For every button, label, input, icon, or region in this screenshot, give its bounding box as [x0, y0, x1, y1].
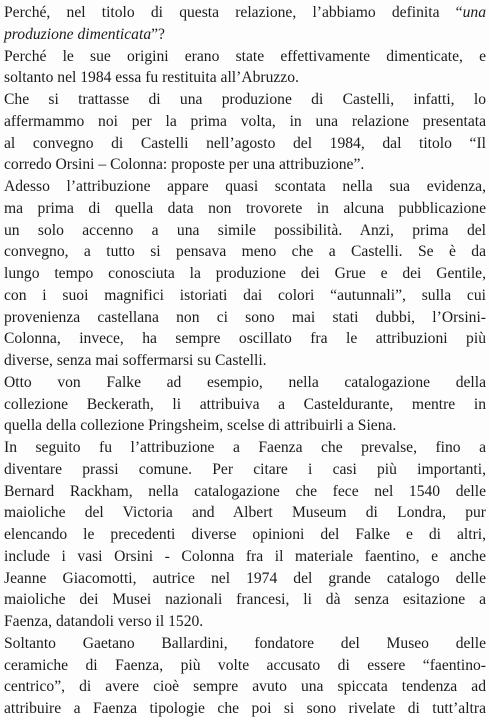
text-line [4, 241, 486, 263]
text-line [4, 676, 486, 698]
text-segment: diverse, senza mai soffermarsi su Castelli. [4, 352, 267, 369]
paragraph [4, 176, 486, 372]
text-segment: maioliche dei Musei nazionali francesi, li dà senza esitazione a [4, 591, 486, 609]
text-line [4, 133, 486, 155]
text-line [4, 394, 486, 416]
text-line [4, 568, 486, 590]
text-segment: Soltanto Gaetano Ballardini, fondatore del Museo delle [4, 634, 486, 652]
text-segment: diventare prassi comune. Per citare i casi più importanti, [4, 460, 486, 478]
text-line [4, 524, 486, 546]
italic-text: produzione dimenticata [4, 25, 152, 43]
text-segment: ma prima di quella data non trovorete in alcuna pubblicazione [4, 199, 486, 217]
text-segment: Perché le sue origini erano state effettivamente dimenticate, e [4, 47, 486, 65]
text-segment: collezione Beckerath, li attribuiva a Casteldurante, mentre in [4, 395, 486, 413]
paragraph [4, 46, 486, 90]
text-segment: elencando le precedenti diverse opinioni del Falke e di altri, [4, 526, 486, 543]
text-segment: Bernard Rackham, nella catalogazione che fece nel 1540 delle [4, 482, 486, 500]
text-line [4, 546, 486, 568]
text-line [4, 220, 486, 242]
text-line [4, 2, 486, 24]
text-segment: In seguito fu l’attribuzione a Faenza che prevalse, fino a [4, 439, 486, 456]
text-line [4, 176, 486, 198]
text-segment: Perché, nel titolo di questa relazione, l’abbiamo definita “ [4, 4, 463, 21]
text-line [4, 46, 486, 68]
paragraph [4, 372, 486, 437]
text-segment: Faenza, datandoli verso il 1520. [4, 613, 204, 630]
text-segment: centrico”, di avere cioè sempre avuto una spiccata tendenza ad [4, 678, 486, 696]
text-line [4, 372, 486, 394]
text-line [4, 263, 486, 285]
text-line [4, 328, 486, 350]
text-line [4, 611, 486, 633]
text-line [4, 350, 486, 372]
paragraph [4, 437, 486, 633]
text-line [4, 307, 486, 329]
text-segment: Adesso l’attribuzione appare quasi scontata nella sua evidenza, [4, 178, 486, 195]
text-line [4, 698, 486, 720]
text-segment: al convegno di Castelli nell’agosto del 1984, dal titolo “Il [4, 134, 486, 152]
text-segment: ”? [151, 25, 165, 43]
text-line [4, 502, 486, 524]
text-segment: lungo tempo conosciuta la produzione dei Grue e dei Gentile, [4, 265, 486, 282]
text-segment: Jeanne Giacomotti, autrice nel 1974 del grande catalogo delle [4, 569, 486, 587]
text-segment: Otto von Falke ad esempio, nella catalogazione della [4, 373, 486, 391]
text-segment: Colonna, invece, ha sempre oscillato fra le attribuzioni più [4, 330, 486, 348]
text-line [4, 589, 486, 611]
text-segment: corredo Orsini – Colonna: proposte per una attribuzione”. [4, 156, 365, 174]
text-segment: ceramiche di Faenza, più volte accusato di essere “faentino- [4, 656, 486, 674]
text-line [4, 111, 486, 133]
text-line [4, 459, 486, 481]
text-segment: attribuire a Faenza tipologie che poi si sono rivelate di tutt’altra [4, 700, 486, 717]
text-line [4, 481, 486, 503]
paragraph [4, 89, 486, 176]
text-line [4, 154, 486, 176]
text-line [4, 633, 486, 655]
text-segment: soltanto nel 1984 essa fu restituita all’Abruzzo. [4, 69, 299, 87]
text-segment: con i suoi magnifici istoriati dai colori “autunnali”, sulla cui [4, 286, 486, 304]
text-segment: affermammo noi per la prima volta, in una relazione presentata [4, 112, 486, 130]
text-line [4, 655, 486, 677]
paragraph [4, 2, 486, 46]
text-line [4, 415, 486, 437]
text-line [4, 198, 486, 220]
document-body-text [4, 2, 486, 720]
text-segment: quella della collezione Pringsheim, scelse di attribuirli a Siena. [4, 417, 397, 435]
text-line [4, 437, 486, 459]
text-segment: convegno, a tutto si pensava meno che a Castelli. Se è da [4, 243, 486, 261]
text-line [4, 67, 486, 89]
text-line [4, 285, 486, 307]
text-segment: include i vasi Orsini - Colonna fra il materiale faentino, e anche [4, 547, 486, 565]
text-segment: maioliche del Victoria and Albert Museum di Londra, pur [4, 504, 486, 522]
text-segment: Che si trattasse di una produzione di Castelli, infatti, lo [4, 91, 486, 108]
text-segment: un solo accenno a una simile possibilità. Anzi, prima del [4, 221, 486, 239]
italic-text: una [462, 4, 486, 21]
text-line [4, 89, 486, 111]
paragraph [4, 633, 486, 720]
text-segment: provenienza castellana non ci sono mai stati dubbi, l’Orsini- [4, 308, 486, 326]
text-line [4, 24, 486, 46]
